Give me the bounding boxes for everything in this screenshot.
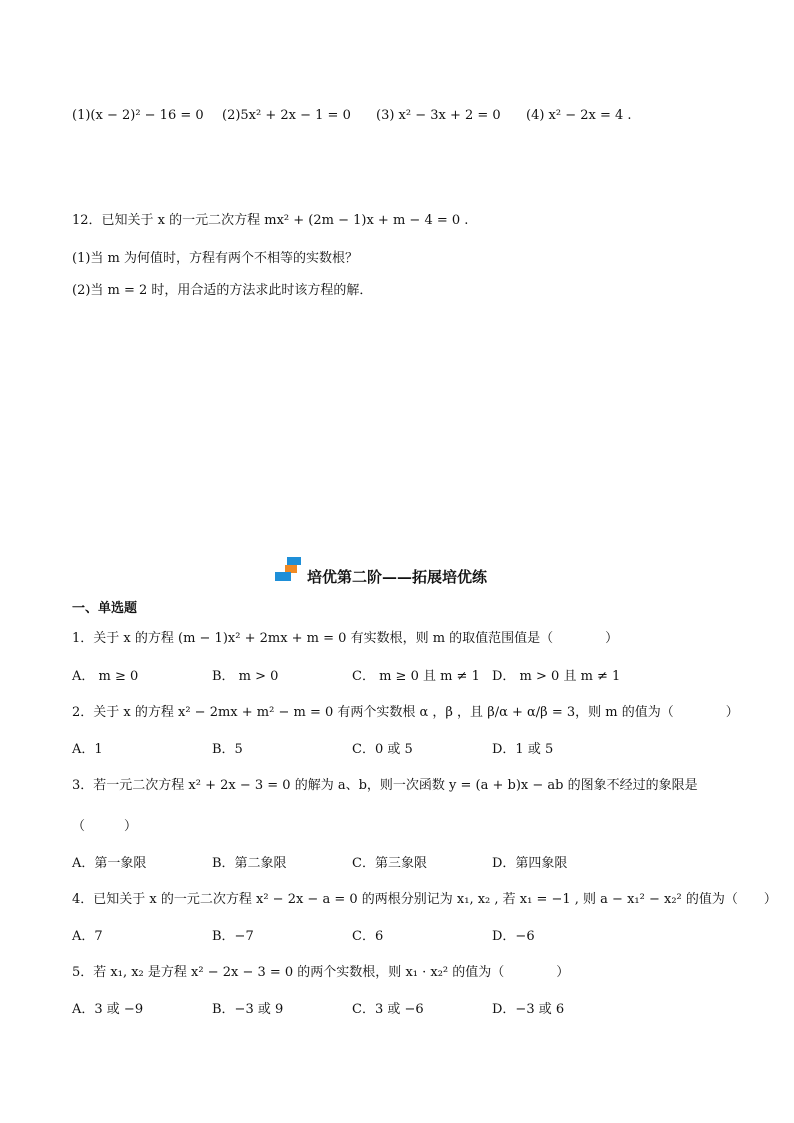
q12-part1: (1)当 m 为何值时，方程有两个不相等的实数根？ xyxy=(72,251,359,266)
question-4-stem: 4．已知关于 x 的一元二次方程 x² − 2x − a = 0 的两根分别记为 x₁, x₂ , 若 x₁ = −1 , 则 a − x₁² − x₂² 的值为（ ） xyxy=(72,892,777,907)
option-d[interactable]: D．−3 或 6 xyxy=(492,1002,565,1017)
q12-part2: (2)当 m = 2 时，用合适的方法求此时该方程的解． xyxy=(72,283,373,298)
equation-4: (4) x² − 2x = 4 . xyxy=(526,108,632,123)
question-4-options xyxy=(72,925,732,944)
question-2-options xyxy=(72,738,732,757)
equation-2: (2)5x² + 2x − 1 = 0 xyxy=(222,108,351,123)
option-d[interactable]: D．1 或 5 xyxy=(492,742,554,757)
question-5-options xyxy=(72,998,732,1017)
option-c[interactable]: C．6 xyxy=(352,929,384,944)
option-a[interactable]: A．1 xyxy=(72,742,103,757)
option-b[interactable]: B． m > 0 xyxy=(212,669,279,684)
q12-stem: 12．已知关于 x 的一元二次方程 mx² + (2m − 1)x + m − 4 = 0 . xyxy=(72,213,469,228)
option-c[interactable]: C． m ≥ 0 且 m ≠ 1 xyxy=(352,669,480,684)
equation-3: (3) x² − 3x + 2 = 0 xyxy=(376,108,501,123)
option-a[interactable]: A．7 xyxy=(72,929,103,944)
section-title: 培优第二阶——拓展培优练 xyxy=(306,568,487,586)
option-a[interactable]: A．第一象限 xyxy=(72,856,147,871)
option-a[interactable]: A．3 或 −9 xyxy=(72,1002,144,1017)
question-1-stem: 1．关于 x 的方程 (m − 1)x² + 2mx + m = 0 有实数根，则 m 的取值范围值是（ ） xyxy=(72,631,619,646)
option-d[interactable]: D．−6 xyxy=(492,929,535,944)
question-3-stem-bracket: （ ） xyxy=(72,819,138,834)
option-b[interactable]: B．−3 或 9 xyxy=(212,1002,284,1017)
question-2-stem: 2．关于 x 的方程 x² − 2mx + m² − m = 0 有两个实数根 α ，β ，且 β/α + α/β = 3，则 m 的值为（ ） xyxy=(72,705,739,720)
question-5-stem: 5．若 x₁, x₂ 是方程 x² − 2x − 3 = 0 的两个实数根，则 x₁ · x₂² 的值为（ ） xyxy=(72,965,570,980)
section-heading: 一、单选题 xyxy=(72,601,138,616)
option-b[interactable]: B．第二象限 xyxy=(212,856,287,871)
option-b[interactable]: B．−7 xyxy=(212,929,254,944)
option-c[interactable]: C．0 或 5 xyxy=(352,742,413,757)
option-b[interactable]: B．5 xyxy=(212,742,243,757)
question-3-options xyxy=(72,852,732,871)
question-3-stem: 3．若一元二次方程 x² + 2x − 3 = 0 的解为 a、b，则一次函数 y = (a + b)x − ab 的图象不经过的象限是 xyxy=(72,778,698,793)
option-d[interactable]: D． m > 0 且 m ≠ 1 xyxy=(492,669,621,684)
option-c[interactable]: C．3 或 −6 xyxy=(352,1002,424,1017)
option-a[interactable]: A． m ≥ 0 xyxy=(72,669,139,684)
option-c[interactable]: C．第三象限 xyxy=(352,856,427,871)
option-d[interactable]: D．第四象限 xyxy=(492,856,568,871)
question-1-options xyxy=(72,665,732,684)
equation-1: (1)(x − 2)² − 16 = 0 xyxy=(72,108,204,123)
